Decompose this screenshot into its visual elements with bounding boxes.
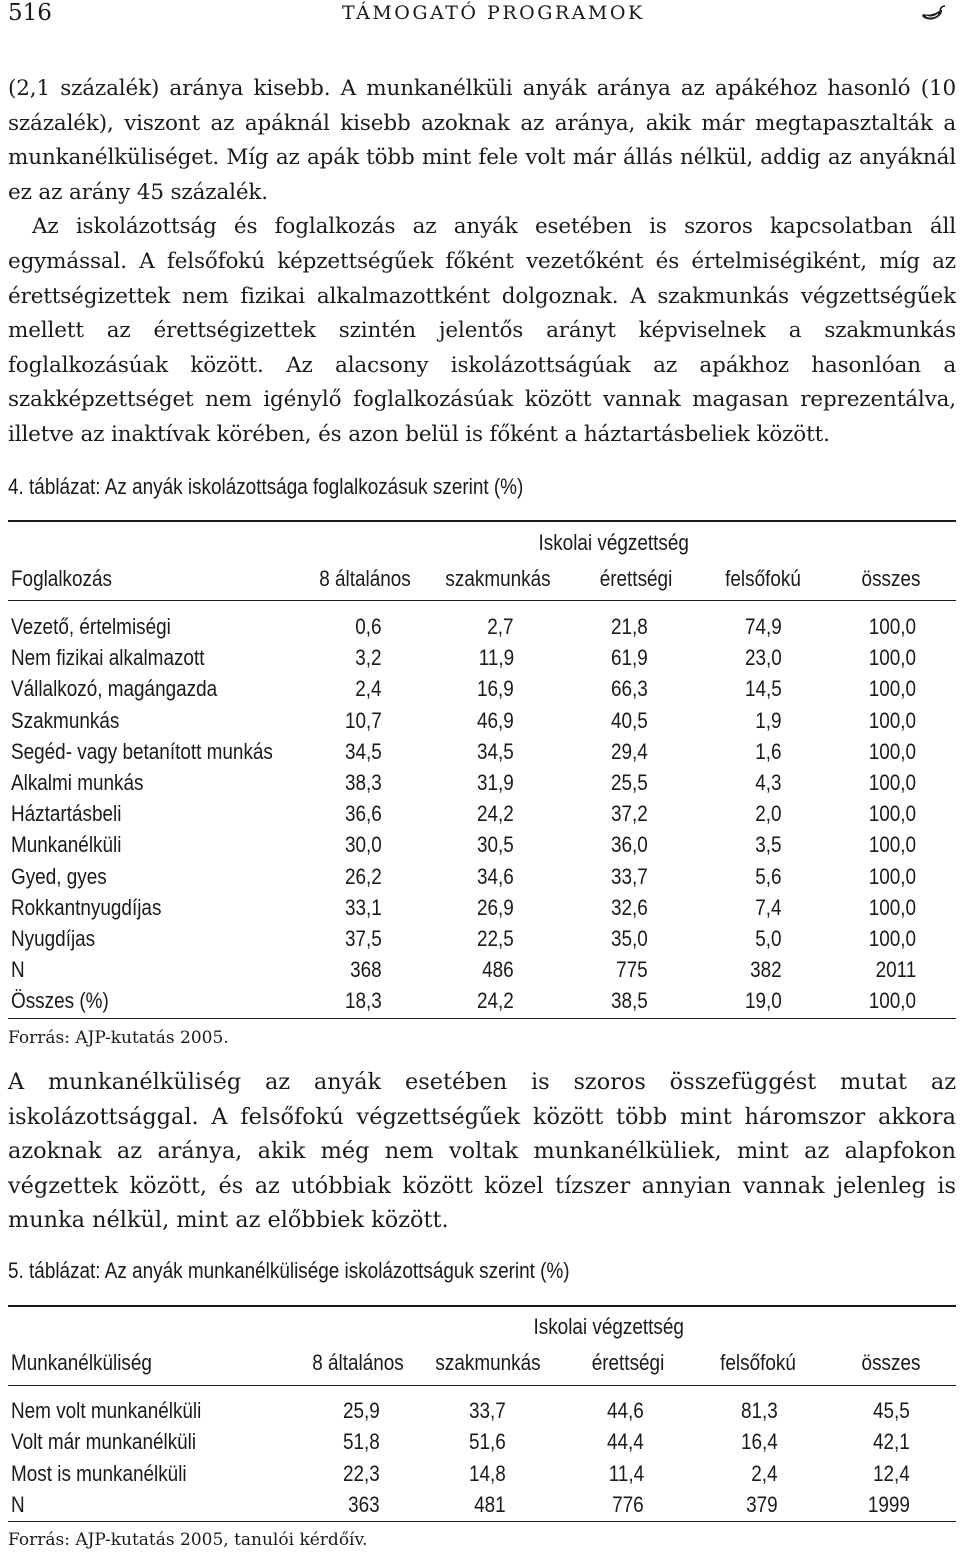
table-cell: 100,0 <box>868 863 916 889</box>
table-cell: 19,0 <box>745 988 782 1014</box>
table-cell: 2,4 <box>355 676 382 702</box>
table-cell: 382 <box>750 957 782 983</box>
table-row <box>8 801 956 831</box>
paragraph-1: (2,1 százalék) aránya kisebb. A munkanélküli anyák aránya az apákéhoz hasonló (10 százalék), viszont az apáknál kisebb azoknak az aránya, akik már megtapasztalták a munkanélküliséget. Míg az apák több mint fele volt már állás nélkül, addig az anyáknál ez az arány 45 százalék. <box>8 76 956 205</box>
table-cell: 51,6 <box>469 1429 506 1455</box>
row-label: Összes (%) <box>11 988 109 1014</box>
column-header: felsőfokú <box>725 566 801 591</box>
table-row <box>8 676 956 706</box>
table-cell: 61,9 <box>611 645 648 671</box>
table-cell: 46,9 <box>477 707 514 733</box>
table-header-row <box>8 1350 956 1380</box>
table-cell: 81,3 <box>741 1398 778 1423</box>
table-5 <box>8 1314 956 1524</box>
table-cell: 3,2 <box>355 645 382 671</box>
table-cell: 100,0 <box>868 832 916 858</box>
row-label: Gyed, gyes <box>11 863 107 889</box>
table-cell: 26,2 <box>345 863 382 889</box>
table-cell: 3,5 <box>755 832 782 858</box>
table-cell: 4,3 <box>755 770 782 795</box>
table-row <box>8 957 956 987</box>
table-5-top-rule <box>8 1305 956 1307</box>
table-cell: 25,9 <box>343 1398 380 1423</box>
table-cell: 25,5 <box>611 770 648 795</box>
row-label: Most is munkanélküli <box>11 1460 187 1486</box>
table-cell: 486 <box>482 957 514 983</box>
table-cell: 100,0 <box>868 707 916 733</box>
page-number: 516 <box>8 0 52 26</box>
table-cell: 29,4 <box>611 738 648 764</box>
table-cell: 38,3 <box>345 770 382 795</box>
column-header: 8 általános <box>312 1350 404 1375</box>
table-cell: 14,5 <box>745 676 782 702</box>
table-cell: 24,2 <box>477 801 514 827</box>
table-cell: 0,6 <box>355 614 382 639</box>
table-cell: 35,0 <box>611 926 648 951</box>
paragraph-2: Az iskolázottság és foglalkozás az anyák esetében is szoros kapcsolatban áll egymással. A felsőfokú képzettségűek főként vezetőként és értelmiségiként, míg az érettségizettek nem fizikai alkalmazottként dolgoznak. A szakmunkás végzettségűek mellett az érettségizettek szintén jelentős arányt képviselnek a szakmunkás foglalkozásúak között. Az alacsony iskolázottságúak az apákhoz hasonlóan a szakképzettséget nem igénylő foglalkozásúak között vannak magasan reprezentálva, illetve az inaktívak körében, és azon belül is főként a háztartásbeliek között. <box>8 214 956 447</box>
paragraph-3: A munkanélküliség az anyák esetében is szoros összefüggést mutat az iskolázottsággal. A felsőfokú végzettségűek között több mint háromszor akkora azoknak az aránya, akik még nem voltak munkanélküliek, mint az alapfokon végzettek között, és az utóbbiak között közel tízszer annyian vannak jelenleg is munka nélkül, mint az előbbiek között. <box>8 1069 956 1234</box>
table-cell: 363 <box>348 1491 380 1517</box>
table-cell: 33,1 <box>345 894 382 920</box>
table-cell: 51,8 <box>343 1429 380 1455</box>
chili-pepper-icon <box>920 4 946 24</box>
table-cell: 2,4 <box>751 1460 778 1486</box>
body-text-2 <box>8 1065 956 1238</box>
table-cell: 18,3 <box>345 988 382 1014</box>
table-cell: 2011 <box>875 957 916 983</box>
table-cell: 2,0 <box>755 801 782 827</box>
row-label: Munkanélküli <box>11 832 122 858</box>
table-cell: 30,0 <box>345 832 382 858</box>
table-cell: 33,7 <box>611 863 648 889</box>
table-row <box>8 1398 956 1428</box>
table-cell: 11,9 <box>478 645 514 671</box>
table-cell: 26,9 <box>477 894 514 920</box>
row-label: N <box>11 1491 25 1517</box>
table-cell: 44,4 <box>607 1429 644 1455</box>
table-cell: 34,5 <box>477 738 514 764</box>
table-row <box>8 895 956 925</box>
table-row <box>8 645 956 675</box>
table-cell: 100,0 <box>868 801 916 827</box>
group-header: Iskolai végzettség <box>533 1314 684 1339</box>
table-row <box>8 864 956 894</box>
table-cell: 11,4 <box>608 1460 644 1486</box>
body-text <box>8 72 956 453</box>
table-header-group <box>8 1314 956 1344</box>
table-cell: 481 <box>474 1491 506 1517</box>
table-cell: 36,0 <box>611 832 648 858</box>
table-cell: 100,0 <box>868 770 916 795</box>
table-cell: 23,0 <box>745 645 782 671</box>
table-4-source: Forrás: AJP-kutatás 2005. <box>8 1028 229 1048</box>
table-cell: 22,3 <box>343 1460 380 1486</box>
table-4-top-rule <box>8 520 956 522</box>
table-row <box>8 1492 956 1522</box>
table-cell: 34,5 <box>345 738 382 764</box>
table-header-group <box>8 530 956 560</box>
table-4 <box>8 530 956 1020</box>
row-label: Nem volt munkanélküli <box>11 1398 202 1423</box>
table-cell: 40,5 <box>611 707 648 733</box>
table-cell: 100,0 <box>868 988 916 1014</box>
table-cell: 100,0 <box>868 738 916 764</box>
table-4-caption: 4. táblázat: Az anyák iskolázottsága foglalkozásuk szerint (%) <box>8 474 524 499</box>
table-cell: 16,4 <box>741 1429 778 1455</box>
table-cell: 66,3 <box>611 676 648 702</box>
table-cell: 379 <box>746 1491 778 1517</box>
row-header: Munkanélküliség <box>11 1350 152 1375</box>
table-cell: 100,0 <box>868 614 916 639</box>
table-row <box>8 832 956 862</box>
table-cell: 100,0 <box>868 645 916 671</box>
table-cell: 34,6 <box>477 863 514 889</box>
row-label: Vállalkozó, magángazda <box>11 676 218 702</box>
table-cell: 1,6 <box>755 738 782 764</box>
table-cell: 100,0 <box>868 926 916 951</box>
table-cell: 74,9 <box>745 614 782 639</box>
table-cell: 10,7 <box>345 707 382 733</box>
table-row <box>8 614 956 644</box>
table-cell: 37,2 <box>611 801 648 827</box>
table-row <box>8 708 956 738</box>
table-cell: 16,9 <box>477 676 514 702</box>
table-cell: 22,5 <box>477 926 514 951</box>
table-cell: 36,6 <box>345 801 382 827</box>
table-cell: 1,9 <box>755 707 782 733</box>
table-cell: 37,5 <box>345 926 382 951</box>
table-row <box>8 1461 956 1491</box>
column-header: érettségi <box>599 566 673 591</box>
table-cell: 32,6 <box>611 894 648 920</box>
table-cell: 44,6 <box>607 1398 644 1423</box>
row-label: N <box>11 957 25 983</box>
column-header: összes <box>861 1350 921 1375</box>
column-header: felsőfokú <box>720 1350 796 1375</box>
row-label: Nyugdíjas <box>11 926 96 951</box>
table-cell: 24,2 <box>477 988 514 1014</box>
page-header <box>0 0 960 28</box>
table-row <box>8 770 956 800</box>
column-header: szakmunkás <box>445 566 551 591</box>
row-label: Volt már munkanélküli <box>11 1429 197 1455</box>
table-cell: 100,0 <box>868 894 916 920</box>
table-cell: 368 <box>350 957 382 983</box>
table-row <box>8 739 956 769</box>
row-label: Segéd- vagy betanított munkás <box>11 738 273 764</box>
table-cell: 2,7 <box>487 614 514 639</box>
table-cell: 33,7 <box>469 1398 506 1423</box>
row-header: Foglalkozás <box>11 566 112 591</box>
row-label: Szakmunkás <box>11 707 120 733</box>
column-header: 8 általános <box>319 566 411 591</box>
column-header: összes <box>861 566 921 591</box>
row-label: Vezető, értelmiségi <box>11 614 171 639</box>
row-label: Alkalmi munkás <box>11 770 144 795</box>
row-label: Nem fizikai alkalmazott <box>11 645 205 671</box>
table-cell: 31,9 <box>477 770 514 795</box>
table-row <box>8 926 956 956</box>
table-cell: 14,8 <box>469 1460 506 1486</box>
table-cell: 42,1 <box>873 1429 910 1455</box>
row-label: Rokkantnyugdíjas <box>11 894 162 920</box>
table-row <box>8 1429 956 1459</box>
table-cell: 5,0 <box>755 926 782 951</box>
column-header: érettségi <box>591 1350 665 1375</box>
column-header: szakmunkás <box>435 1350 541 1375</box>
group-header: Iskolai végzettség <box>538 530 689 555</box>
table-cell: 7,4 <box>755 894 782 920</box>
table-cell: 45,5 <box>873 1398 910 1423</box>
table-cell: 21,8 <box>611 614 648 639</box>
row-label: Háztartásbeli <box>11 801 122 827</box>
table-cell: 1999 <box>867 1491 910 1517</box>
table-cell: 30,5 <box>477 832 514 858</box>
table-cell: 12,4 <box>873 1460 910 1486</box>
table-5-source: Forrás: AJP-kutatás 2005, tanulói kérdőív. <box>8 1530 368 1550</box>
table-5-caption: 5. táblázat: Az anyák munkanélkülisége iskolázottságuk szerint (%) <box>8 1258 570 1283</box>
table-cell: 100,0 <box>868 676 916 702</box>
table-cell: 5,6 <box>755 863 782 889</box>
table-cell: 775 <box>616 957 648 983</box>
table-cell: 38,5 <box>611 988 648 1014</box>
running-title: TÁMOGATÓ PROGRAMOK <box>342 2 645 24</box>
table-row <box>8 988 956 1018</box>
table-header-row <box>8 566 956 596</box>
table-cell: 776 <box>612 1491 644 1517</box>
